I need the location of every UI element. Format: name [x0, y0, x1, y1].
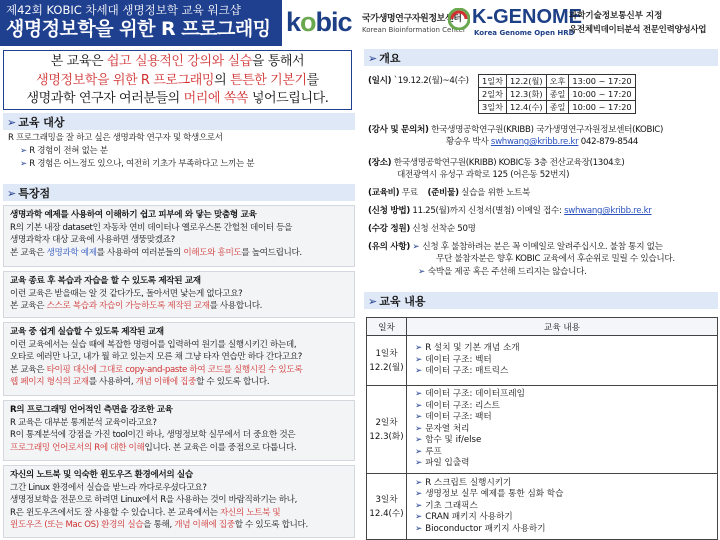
- feature-card-title: 자신의 노트북 및 익숙한 윈도우즈 환경에서의 실습: [10, 470, 193, 480]
- arrow-icon: ➢: [418, 267, 425, 277]
- table-row: [367, 336, 718, 386]
- topics-cell: ➢ R 설치 및 기본 개념 소개 ➢ 데이터 구조: 벡터 ➢ 데이터 구조: 매트릭스: [407, 336, 718, 386]
- feature-card-title: 생명과학 예제를 사용하여 이해하기 쉽고 피부에 와 닿는 맞춤형 교육: [10, 210, 257, 220]
- intro-line-1: 본 교육은 쉽고 실용적인 강의와 실습을 통해서: [50, 54, 305, 69]
- table-row: 3일차 12.4(수) 종일 10:00 ~ 17:20: [479, 101, 636, 114]
- course-table: [366, 317, 718, 540]
- place-line: (장소) 한국생명공학연구원(KRIBB) KOBIC동 3층 전산교육장(1304호): [368, 158, 625, 168]
- header: [0, 0, 720, 46]
- feature-card: 교육 중 쉽게 실습할 수 있도록 제작된 교재 이런 교육에서는 실습 때에 복잡한 명령어를 입력하여 원기를 실행시키긴 하는데, 오타로 에러만 나고, 내가 뭘 하고 있는지 모른 채 그냥 타자 연습만 하다 간다고요? 본 교육은 타이핑 대신에 그대로 copy-and-paste 하여 코드를 실행시킬 수 있도록 웹 페이지 형식의 교재를 사용하여, 개념 이해에 집중할 수 있도록 합니다.: [3, 322, 355, 396]
- intro-box: [3, 50, 352, 110]
- section-arrow-icon: ➢: [7, 116, 17, 129]
- table-row: 2일차 12.3(화) 종일 10:00 ~ 17:20: [479, 88, 636, 101]
- kobic-logo-english: Korean Bioinformation Center: [362, 26, 466, 34]
- section-arrow-icon: ➢: [368, 52, 378, 65]
- lecturer-line: (강사 및 문의처) 한국생명공학연구원(KRIBB) 국가생명연구자원정보센터(KOBIC): [368, 125, 664, 135]
- lecturer-email-link[interactable]: swhwang@kribb.re.kr: [490, 137, 579, 147]
- capacity-line: (수강 정원) 신청 선착순 50명: [368, 224, 476, 234]
- target-line: R 프로그래밍을 잘 하고 싶은 생명과학 연구자 및 학생으로서: [8, 133, 223, 143]
- notice-continued: 무단 불참자분은 향후 KOBIC 교육에서 후순위로 밀릴 수 있습니다.: [436, 254, 675, 264]
- kgenome-logo-english: Korea Genome Open HRD: [474, 29, 575, 37]
- arrow-icon: ➢: [412, 242, 420, 252]
- features-section-heading: ➢ 특장점: [3, 184, 355, 201]
- date-line: (일시) `19.12.2(월)~4(수): [368, 76, 469, 86]
- feature-card-title: 교육 중 쉽게 실습할 수 있도록 제작된 교재: [10, 327, 164, 337]
- kgenome-mark-icon: [448, 8, 470, 30]
- notice-line-2: ➢ 숙박을 제공 혹은 주선해 드리지는 않습니다.: [418, 267, 587, 277]
- section-arrow-icon: ➢: [368, 295, 378, 308]
- target-list: [8, 132, 348, 171]
- target-item: ➢ R 경험은 어느정도 있으나, 여전히 기초가 부족하다고 느끼는 분: [20, 159, 255, 169]
- intro-line-2: 생명정보학을 위한 R 프로그래밍의 튼튼한 기본기를: [36, 72, 319, 88]
- fee-line: (교육비) 무료 (준비물) 실습을 위한 노트북: [368, 188, 531, 198]
- feature-card: 교육 종료 후 복습과 자습을 할 수 있도록 제작된 교재 이런 교육은 받을때는 알 것 같다가도, 돌아서면 낯는게 없다고요? 본 교육은 스스로 복습과 자습이 가능하도록 제작된 교재를 사용합니다.: [3, 271, 355, 318]
- topics-cell: ➢ R 스크립트 실행시키기 ➢ 생명정보 실무 예제를 통한 심화 학습 ➢ 기초 그래픽스 ➢ CRAN 패키지 사용하기 ➢ Bioconductor 패키지 사용하기: [407, 474, 718, 540]
- kgenome-logo-word: K-GENOME: [472, 6, 582, 28]
- table-row: [367, 386, 718, 474]
- place-address: 대전광역시 유성구 과학로 125 (어은동 52번지): [397, 170, 570, 180]
- title-banner: [0, 0, 282, 46]
- column-header: 교육 내용: [407, 318, 718, 336]
- kgenome-logo: [448, 4, 718, 42]
- schedule-table: [478, 74, 636, 114]
- feature-card: 생명과학 예제를 사용하여 이해하기 쉽고 피부에 와 닿는 맞춤형 교육 R의 기본 내장 dataset인 자동차 연비 데이터나 옐로우스톤 간헐천 데이터 등을 생명과학자 대상 교육에 사용하면 생뚱맞겠죠? 본 교육은 생명과학 예제를 사용하여 여러분들의 이해도와 흥미도를 높여드립니다.: [3, 205, 355, 267]
- kobic-logo-word: kobic: [286, 7, 352, 37]
- notice-line: (유의 사항) ➢ 신청 후 불참하려는 분은 꼭 이메일로 알려주십시오. 불참 통지 없는: [368, 242, 663, 252]
- page-title: 생명정보학을 위한 R 프로그래밍: [6, 18, 271, 40]
- target-section-heading: ➢ 교육 대상: [3, 113, 355, 130]
- section-arrow-icon: ➢: [7, 187, 17, 200]
- feature-card: R의 프로그래밍 언어적인 측면을 강조한 교육 R 교육은 대부분 통계분석 교육이라고요? R이 통계분석에 강점을 가진 tool이긴 하나, 생명정보학 실무에서 더 중요한 것은 프로그래밍 언어로서의 R에 대한 이해입니다. 본 교육은 이를 중점으로 다룹니다.: [3, 400, 355, 461]
- feature-card-title: 교육 종료 후 복습과 자습을 할 수 있도록 제작된 교재: [10, 276, 201, 286]
- column-header: 일차: [367, 318, 407, 336]
- arrow-icon: ➢: [20, 159, 30, 169]
- feature-card-title: R의 프로그래밍 언어적인 측면을 강조한 교육: [10, 405, 173, 415]
- topics-cell: ➢ 데이터 구조: 데이터프레임 ➢ 데이터 구조: 리스트 ➢ 데이터 구조: 팩터 ➢ 문자열 처리 ➢ 함수 및 if/else ➢ 루프 ➢ 파일 입출력: [407, 386, 718, 474]
- day-cell: 2일차 12.3(화): [367, 386, 407, 474]
- kgenome-designation: 과학기술정보통신부 지정: [569, 11, 663, 21]
- course-section-heading: ➢ 교육 내용: [364, 292, 718, 309]
- kobic-logo-korean: 국가생명연구자원정보센터: [362, 14, 462, 24]
- table-row: [367, 474, 718, 540]
- day-cell: 1일차 12.2(월): [367, 336, 407, 386]
- intro-line-3: 생명과학 연구자 여러분들의 머리에 쏙쏙 넣어드립니다.: [26, 91, 329, 106]
- lecturer-contact: 황승우 박사 swhwang@kribb.re.kr 042-879-8544: [446, 137, 639, 147]
- apply-line: (신청 방법) 11.25(월)까지 신청서(별첨) 이메일 접수: swhwang@kribb.re.kr: [368, 206, 652, 216]
- arrow-icon: ➢: [20, 146, 30, 156]
- day-cell: 3일차 12.4(수): [367, 474, 407, 540]
- table-header-row: [367, 318, 718, 336]
- overview-section-heading: ➢ 개요: [364, 49, 718, 66]
- feature-card: 자신의 노트북 및 익숙한 윈도우즈 환경에서의 실습 그간 Linux 환경에서 실습을 받느라 까다로우셨다고요? 생명정보학을 전문으로 하려면 Linux에서 R을 사용하는 것이 바람직하기는 하나, R은 윈도우즈에서도 잘 사용할 수 있습니다. 본 교육에서는 자신의 노트북 및 윈도우즈 (또는 Mac OS) 환경의 실습을 통해, 개념 이해에 집중할 수 있도록 합니다.: [3, 465, 355, 538]
- kgenome-program: 유전체빅데이터분석 전문인력양성사업: [569, 25, 707, 35]
- apply-email-link[interactable]: swhwang@kribb.re.kr: [564, 206, 652, 216]
- kobic-logo: [286, 6, 466, 40]
- target-item: ➢ R 경험이 전혀 없는 분: [20, 146, 108, 156]
- table-row: 1일차 12.2(월) 오후 13:00 ~ 17:20: [479, 75, 636, 88]
- workshop-subtitle: 제42회 KOBIC 차세대 생명정보학 교육 워크샵: [6, 3, 241, 17]
